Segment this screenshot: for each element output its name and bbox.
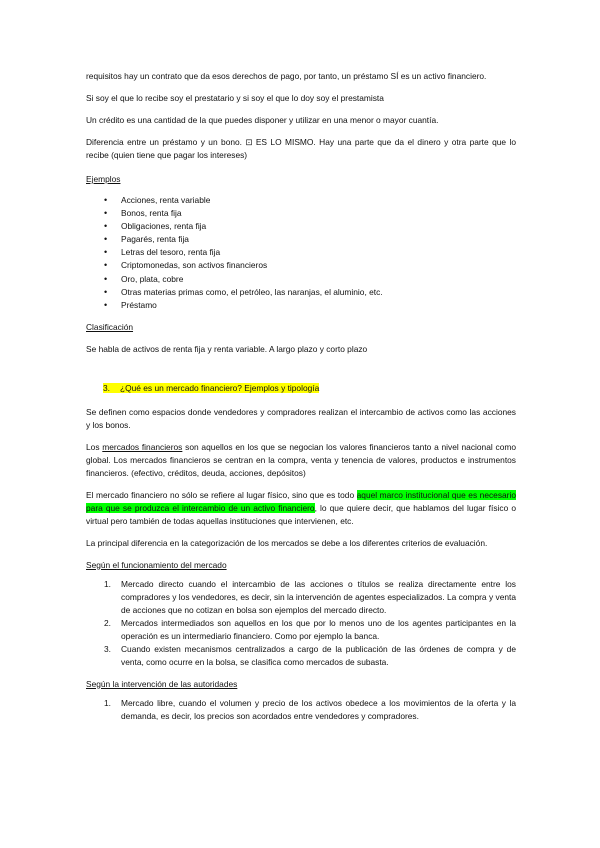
list-item <box>86 697 516 723</box>
list-item: • Bonos, renta fija <box>86 207 516 220</box>
section-heading-3 <box>86 382 516 395</box>
list-item <box>86 578 516 617</box>
autoridades-list <box>86 697 516 723</box>
item-number: 1. <box>104 578 111 589</box>
list-item: • Pagarés, renta fija <box>86 233 516 246</box>
paragraph-clasificacion: Se habla de activos de renta fija y renta variable. A largo plazo y corto plazo <box>86 343 368 354</box>
item-text: Mercados intermediados son aquellos en los que por lo menos uno de los agentes participantes en la operación es un intermediario financiero. Como por ejemplo la banca. <box>121 617 516 641</box>
list-item: • Oro, plata, cobre <box>86 273 516 286</box>
section-number: 3. <box>103 382 110 393</box>
funcionamiento-list <box>86 578 516 669</box>
list-item: • Acciones, renta variable <box>86 194 516 207</box>
item-text: Mercado directo cuando el intercambio de las acciones o títulos se realiza directamente entre los compradores y los vendedores, es decir, sin la intervención de agentes especializados. La compra y venta de acciones que no cotizan en bolsa son ejemplos del mercado directo. <box>121 578 516 615</box>
item-text: Mercado libre, cuando el volumen y precio de los activos obedece a los movimientos de la oferta y la demanda, es decir, los precios son acordados entre vendedores y compradores. <box>121 697 516 721</box>
highlighted-text: aquel marco institucional que es necesario para que se produzca el intercambio de un activo financiero <box>86 489 516 513</box>
item-number: 1. <box>104 697 111 708</box>
heading-funcionamiento: Según el funcionamiento del mercado <box>86 559 227 570</box>
section-title: ¿Qué es un mercado financiero? Ejemplos y tipología <box>120 382 320 393</box>
paragraph-marco-institucional <box>86 489 516 528</box>
list-item <box>86 643 516 669</box>
text-span: , lo que quiere decir, que hablamos del lugar físico o virtual pero también de todas aquellas instituciones que intervienen, etc. <box>86 502 516 526</box>
paragraph-definicion: Se definen como espacios donde vendedores y compradores realizan el intercambio de activos como las acciones y los bonos. <box>86 406 516 430</box>
text-span: son aquellos en los que se negocian los valores financieros tanto a nivel nacional como global. Los mercados financieros se centran en la compra, venta y tenencia de valores, productos e instrumentos financieros. (efectivo, créditos, deuda, acciones, depósitos) <box>86 441 516 478</box>
item-text: Cuando existen mecanismos centralizados a cargo de la publicación de las órdenes de compra y de venta, como ocurre en la bolsa, se clasifica como mercados de subasta. <box>121 643 516 667</box>
paragraph-prestatario: Si soy el que lo recibe soy el prestatario y si soy el que lo doy soy el prestamista <box>86 93 384 103</box>
heading-ejemplos: Ejemplos <box>86 174 121 184</box>
term-mercados-financieros: mercados financieros <box>102 441 183 452</box>
text-span: El mercado financiero no sólo se refiere al lugar físico, sino que es todo <box>86 489 357 500</box>
paragraph-prestamo-activo: requisitos hay un contrato que da esos derechos de pago, por tanto, un préstamo SÍ es un activo financiero. <box>86 71 487 81</box>
paragraph-credito: Un crédito es una cantidad de la que puedes disponer y utilizar en una menor o mayor cuantía. <box>86 115 439 125</box>
item-number: 2. <box>104 617 111 628</box>
list-item: • Letras del tesoro, renta fija <box>86 246 516 259</box>
paragraph-mercados-financieros <box>86 441 516 480</box>
heading-autoridades: Según la intervención de las autoridades <box>86 678 238 689</box>
list-item: • Obligaciones, renta fija <box>86 220 516 233</box>
document-body <box>86 70 516 723</box>
text-span: Los <box>86 441 103 452</box>
paragraph-prestamo-bono: Diferencia entre un préstamo y un bono. ⊡ ES LO MISMO. Hay una parte que da el dinero y otra parte que lo recibe (quien tiene que pagar los intereses) <box>86 137 516 160</box>
ejemplos-list <box>86 194 516 312</box>
list-item: • Préstamo <box>86 299 516 312</box>
paragraph-criterios: La principal diferencia en la categorización de los mercados se debe a los diferentes criterios de evaluación. <box>86 537 488 548</box>
list-item: • Otras materias primas como, el petróleo, las naranjas, el aluminio, etc. <box>86 286 516 299</box>
list-item: • Criptomonedas, son activos financieros <box>86 259 516 272</box>
heading-clasificacion: Clasificación <box>86 321 134 332</box>
item-number: 3. <box>104 643 111 654</box>
list-item <box>86 617 516 643</box>
